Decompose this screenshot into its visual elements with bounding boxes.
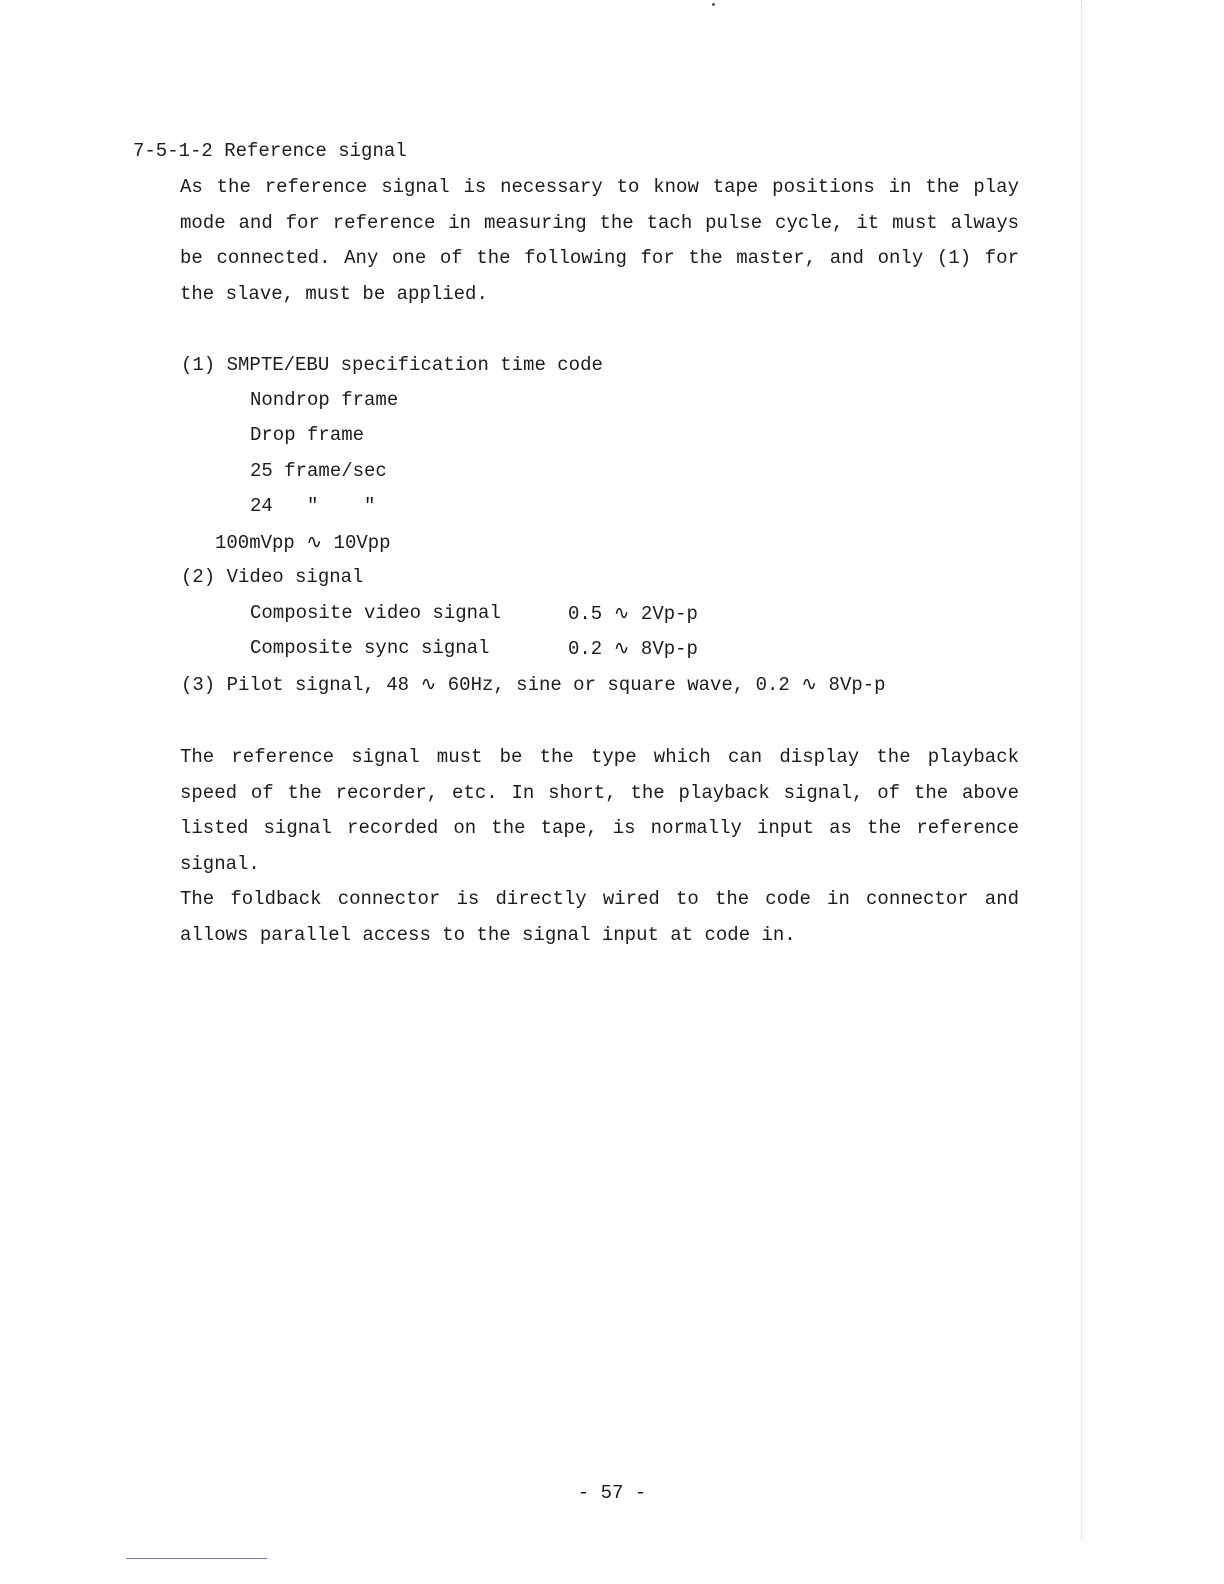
paragraph-2-text: The reference signal must be the type which can display the playback speed of the recorder, etc. In short, the playback signal, of the above listed signal recorded on the tape, is normally input as the reference signal.	[180, 746, 1019, 875]
item-2-row-1-value: 0.5 ∿ 2Vp-p	[568, 603, 698, 625]
item-2-row-1-label: Composite video signal	[250, 602, 501, 624]
section-heading: 7-5-1-2 Reference signal	[133, 140, 407, 162]
scan-speck	[712, 3, 715, 6]
item-3-title: (3) Pilot signal, 48 ∿ 60Hz, sine or square wave, 0.2 ∿ 8Vp-p	[181, 674, 886, 696]
item-1-24fps: 24 " "	[250, 495, 376, 517]
item-2-row-2-label: Composite sync signal	[250, 637, 490, 659]
item-2-title: (2) Video signal	[181, 566, 364, 588]
item-1-25fps: 25 frame/sec	[250, 460, 387, 482]
item-1-nondrop: Nondrop frame	[250, 389, 399, 411]
item-2-row-2-value: 0.2 ∿ 8Vp-p	[568, 638, 698, 660]
item-1-level: 100mVpp ∿ 10Vpp	[215, 532, 391, 554]
paragraph-2	[133, 740, 1019, 882]
footnote-rule	[126, 1558, 267, 1559]
paragraph-1	[133, 170, 1019, 312]
paragraph-3-text: The foldback connector is directly wired to the code in connector and allows parallel access to the signal input at code in.	[180, 888, 1019, 946]
paragraph-1-text: As the reference signal is necessary to know tape positions in the play mode and for reference in measuring the tach pulse cycle, it must always be connected. Any one of the following for the master, and only (1) for the slave, must be applied.	[180, 176, 1019, 305]
paragraph-3	[133, 882, 1019, 953]
item-1-title: (1) SMPTE/EBU specification time code	[181, 354, 603, 376]
item-1-drop: Drop frame	[250, 424, 365, 446]
page-number: - 57 -	[577, 1482, 647, 1504]
scan-edge-line	[1081, 0, 1082, 1540]
